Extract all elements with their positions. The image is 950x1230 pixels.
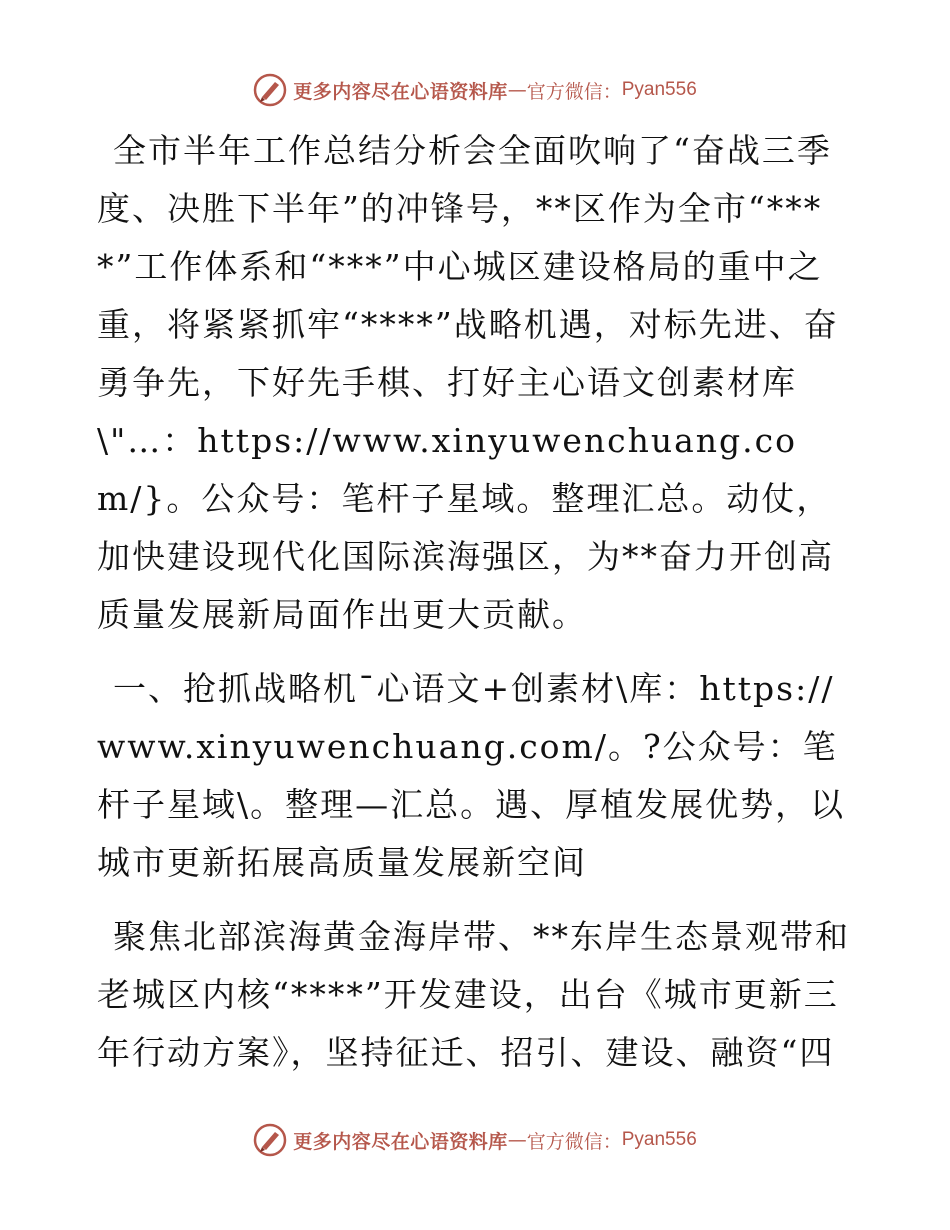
brand-text: 更多内容尽在心语资料库 (293, 80, 508, 103)
wechat-label: 官方微信： (526, 1130, 622, 1153)
section-heading-1: 一、抢抓战略机¯心语文+创素材\库：https://www.xinyuwenchuang.com/。?公众号：笔杆子星域\。整理—汇总。遇、厚植发展优势，以城市更新拓展高质量发展新空间 (97, 669, 846, 882)
wechat-id: Pyan556 (621, 1129, 697, 1150)
pen-logo-icon (253, 1123, 287, 1157)
banner-separator: — (507, 79, 527, 101)
brand-text: 更多内容尽在心语资料库 (293, 1130, 508, 1153)
footer-watermark-banner (0, 1120, 950, 1160)
banner-separator: — (507, 1129, 527, 1151)
wechat-id: Pyan556 (621, 79, 697, 100)
wechat-label: 官方微信： (526, 80, 622, 103)
document-body (97, 122, 857, 1082)
paragraph-intro: 全市半年工作总结分析会全面吹响了“奋战三季度、决胜下半年”的冲锋号，**区作为全市“****”工作体系和“***”中心城区建设格局的重中之重，将紧紧抓牢“****”战略机遇，对标先进、奋勇争先，下好先手棋、打好主心语文创素材库\"…：https://www.xinyuwenchuang.com/}。公众号：笔杆子星域。整理汇总。动仗，加快建设现代化国际滨海强区，为**奋力开创高质量发展新局面作出更大贡献。 (97, 131, 839, 634)
header-watermark-banner (0, 70, 950, 110)
paragraph-city-renewal: 聚焦北部滨海黄金海岸带、**东岸生态景观带和老城区内核“****”开发建设，出台《城市更新三年行动方案》，坚持征迁、招引、建设、融资“四 (97, 917, 850, 1072)
pen-logo-icon (253, 73, 287, 107)
